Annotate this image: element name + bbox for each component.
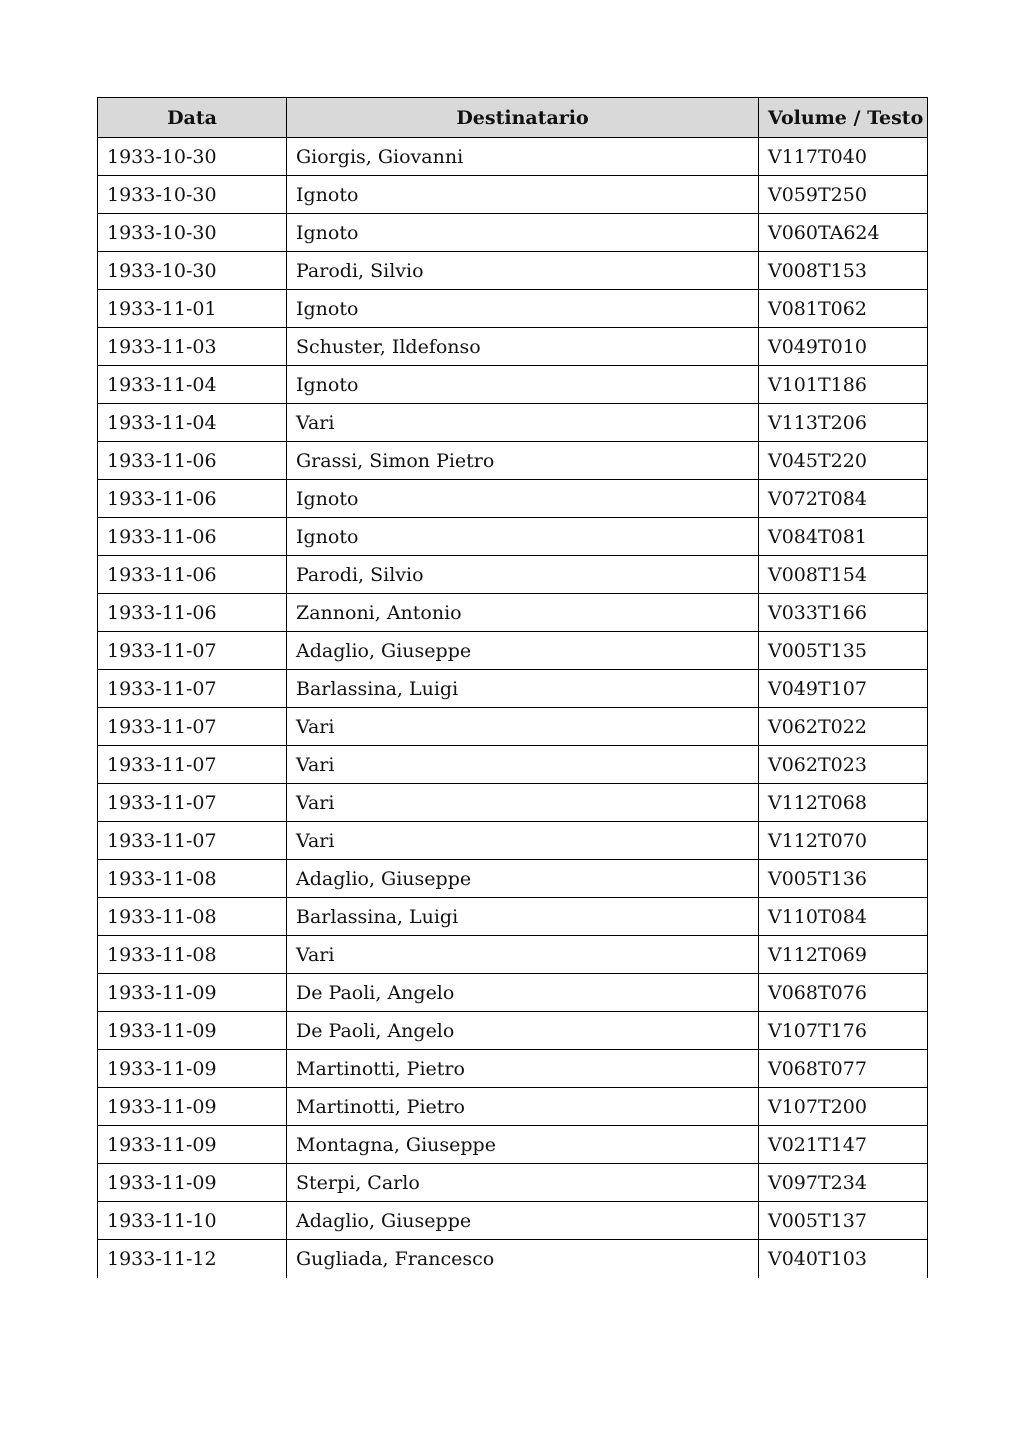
table-row <box>98 214 928 252</box>
table-row <box>98 936 928 974</box>
cell-destinatario: Ignoto <box>287 480 759 518</box>
cell-data: 1933-11-09 <box>98 1126 287 1164</box>
cell-destinatario: Schuster, Ildefonso <box>287 328 759 366</box>
cell-volume-testo: V113T206 <box>759 404 928 442</box>
table-row <box>98 1088 928 1126</box>
table-row <box>98 1164 928 1202</box>
cell-volume-testo: V117T040 <box>759 138 928 176</box>
table-row <box>98 480 928 518</box>
cell-data: 1933-11-06 <box>98 480 287 518</box>
cell-destinatario: Ignoto <box>287 518 759 556</box>
cell-destinatario: Ignoto <box>287 176 759 214</box>
table-row <box>98 1240 928 1278</box>
table-row <box>98 176 928 214</box>
table-row <box>98 328 928 366</box>
cell-data: 1933-11-07 <box>98 746 287 784</box>
cell-destinatario: Grassi, Simon Pietro <box>287 442 759 480</box>
header-data: Data <box>98 98 287 138</box>
cell-destinatario: De Paoli, Angelo <box>287 1012 759 1050</box>
table-row <box>98 898 928 936</box>
cell-data: 1933-11-09 <box>98 1050 287 1088</box>
cell-data: 1933-11-09 <box>98 1088 287 1126</box>
cell-destinatario: Gugliada, Francesco <box>287 1240 759 1278</box>
cell-volume-testo: V033T166 <box>759 594 928 632</box>
cell-data: 1933-10-30 <box>98 138 287 176</box>
cell-destinatario: Montagna, Giuseppe <box>287 1126 759 1164</box>
cell-data: 1933-11-03 <box>98 328 287 366</box>
document-page <box>97 97 927 1278</box>
cell-volume-testo: V040T103 <box>759 1240 928 1278</box>
cell-destinatario: Barlassina, Luigi <box>287 898 759 936</box>
cell-volume-testo: V107T176 <box>759 1012 928 1050</box>
table-row <box>98 594 928 632</box>
cell-data: 1933-10-30 <box>98 252 287 290</box>
cell-data: 1933-11-04 <box>98 404 287 442</box>
cell-data: 1933-11-07 <box>98 708 287 746</box>
cell-data: 1933-10-30 <box>98 176 287 214</box>
cell-destinatario: De Paoli, Angelo <box>287 974 759 1012</box>
table-row <box>98 404 928 442</box>
cell-destinatario: Ignoto <box>287 214 759 252</box>
cell-volume-testo: V005T136 <box>759 860 928 898</box>
table-row <box>98 138 928 176</box>
table-row <box>98 860 928 898</box>
cell-volume-testo: V008T153 <box>759 252 928 290</box>
cell-destinatario: Vari <box>287 822 759 860</box>
table-row <box>98 1126 928 1164</box>
cell-volume-testo: V112T070 <box>759 822 928 860</box>
table-body <box>98 138 928 1278</box>
cell-data: 1933-11-06 <box>98 556 287 594</box>
cell-destinatario: Martinotti, Pietro <box>287 1088 759 1126</box>
cell-volume-testo: V008T154 <box>759 556 928 594</box>
table-row <box>98 974 928 1012</box>
cell-volume-testo: V072T084 <box>759 480 928 518</box>
cell-volume-testo: V060TA624 <box>759 214 928 252</box>
cell-data: 1933-11-08 <box>98 898 287 936</box>
cell-volume-testo: V049T010 <box>759 328 928 366</box>
cell-volume-testo: V062T022 <box>759 708 928 746</box>
table-row <box>98 366 928 404</box>
table-row <box>98 670 928 708</box>
cell-volume-testo: V021T147 <box>759 1126 928 1164</box>
cell-data: 1933-11-07 <box>98 670 287 708</box>
cell-volume-testo: V081T062 <box>759 290 928 328</box>
cell-volume-testo: V068T076 <box>759 974 928 1012</box>
cell-data: 1933-11-06 <box>98 594 287 632</box>
cell-destinatario: Vari <box>287 746 759 784</box>
table-row <box>98 290 928 328</box>
table-row <box>98 252 928 290</box>
table-row <box>98 442 928 480</box>
cell-destinatario: Adaglio, Giuseppe <box>287 860 759 898</box>
cell-volume-testo: V101T186 <box>759 366 928 404</box>
table-row <box>98 708 928 746</box>
cell-destinatario: Parodi, Silvio <box>287 252 759 290</box>
cell-volume-testo: V049T107 <box>759 670 928 708</box>
cell-data: 1933-11-09 <box>98 974 287 1012</box>
cell-volume-testo: V005T135 <box>759 632 928 670</box>
letters-table <box>97 97 928 1278</box>
table-row <box>98 784 928 822</box>
cell-data: 1933-11-10 <box>98 1202 287 1240</box>
cell-volume-testo: V059T250 <box>759 176 928 214</box>
cell-data: 1933-11-06 <box>98 442 287 480</box>
cell-volume-testo: V107T200 <box>759 1088 928 1126</box>
cell-volume-testo: V068T077 <box>759 1050 928 1088</box>
table-row <box>98 556 928 594</box>
cell-destinatario: Ignoto <box>287 366 759 404</box>
cell-destinatario: Adaglio, Giuseppe <box>287 1202 759 1240</box>
cell-data: 1933-11-09 <box>98 1164 287 1202</box>
cell-data: 1933-11-07 <box>98 784 287 822</box>
cell-data: 1933-11-07 <box>98 822 287 860</box>
cell-destinatario: Sterpi, Carlo <box>287 1164 759 1202</box>
cell-volume-testo: V062T023 <box>759 746 928 784</box>
cell-data: 1933-11-06 <box>98 518 287 556</box>
table-row <box>98 1202 928 1240</box>
cell-data: 1933-10-30 <box>98 214 287 252</box>
cell-destinatario: Vari <box>287 708 759 746</box>
cell-destinatario: Ignoto <box>287 290 759 328</box>
cell-volume-testo: V084T081 <box>759 518 928 556</box>
cell-data: 1933-11-01 <box>98 290 287 328</box>
table-row <box>98 746 928 784</box>
cell-data: 1933-11-07 <box>98 632 287 670</box>
header-destinatario: Destinatario <box>287 98 759 138</box>
cell-data: 1933-11-08 <box>98 936 287 974</box>
cell-destinatario: Zannoni, Antonio <box>287 594 759 632</box>
cell-destinatario: Adaglio, Giuseppe <box>287 632 759 670</box>
cell-volume-testo: V112T069 <box>759 936 928 974</box>
cell-destinatario: Vari <box>287 936 759 974</box>
table-row <box>98 632 928 670</box>
cell-destinatario: Vari <box>287 404 759 442</box>
table-row <box>98 1050 928 1088</box>
cell-data: 1933-11-08 <box>98 860 287 898</box>
cell-volume-testo: V112T068 <box>759 784 928 822</box>
cell-destinatario: Parodi, Silvio <box>287 556 759 594</box>
cell-volume-testo: V045T220 <box>759 442 928 480</box>
header-volume-testo: Volume / Testo <box>759 98 928 138</box>
cell-volume-testo: V110T084 <box>759 898 928 936</box>
cell-data: 1933-11-04 <box>98 366 287 404</box>
table-row <box>98 822 928 860</box>
cell-data: 1933-11-09 <box>98 1012 287 1050</box>
table-row <box>98 518 928 556</box>
table-header-row <box>98 98 928 138</box>
cell-volume-testo: V097T234 <box>759 1164 928 1202</box>
cell-destinatario: Martinotti, Pietro <box>287 1050 759 1088</box>
cell-destinatario: Vari <box>287 784 759 822</box>
table-row <box>98 1012 928 1050</box>
cell-data: 1933-11-12 <box>98 1240 287 1278</box>
cell-destinatario: Barlassina, Luigi <box>287 670 759 708</box>
cell-destinatario: Giorgis, Giovanni <box>287 138 759 176</box>
cell-volume-testo: V005T137 <box>759 1202 928 1240</box>
